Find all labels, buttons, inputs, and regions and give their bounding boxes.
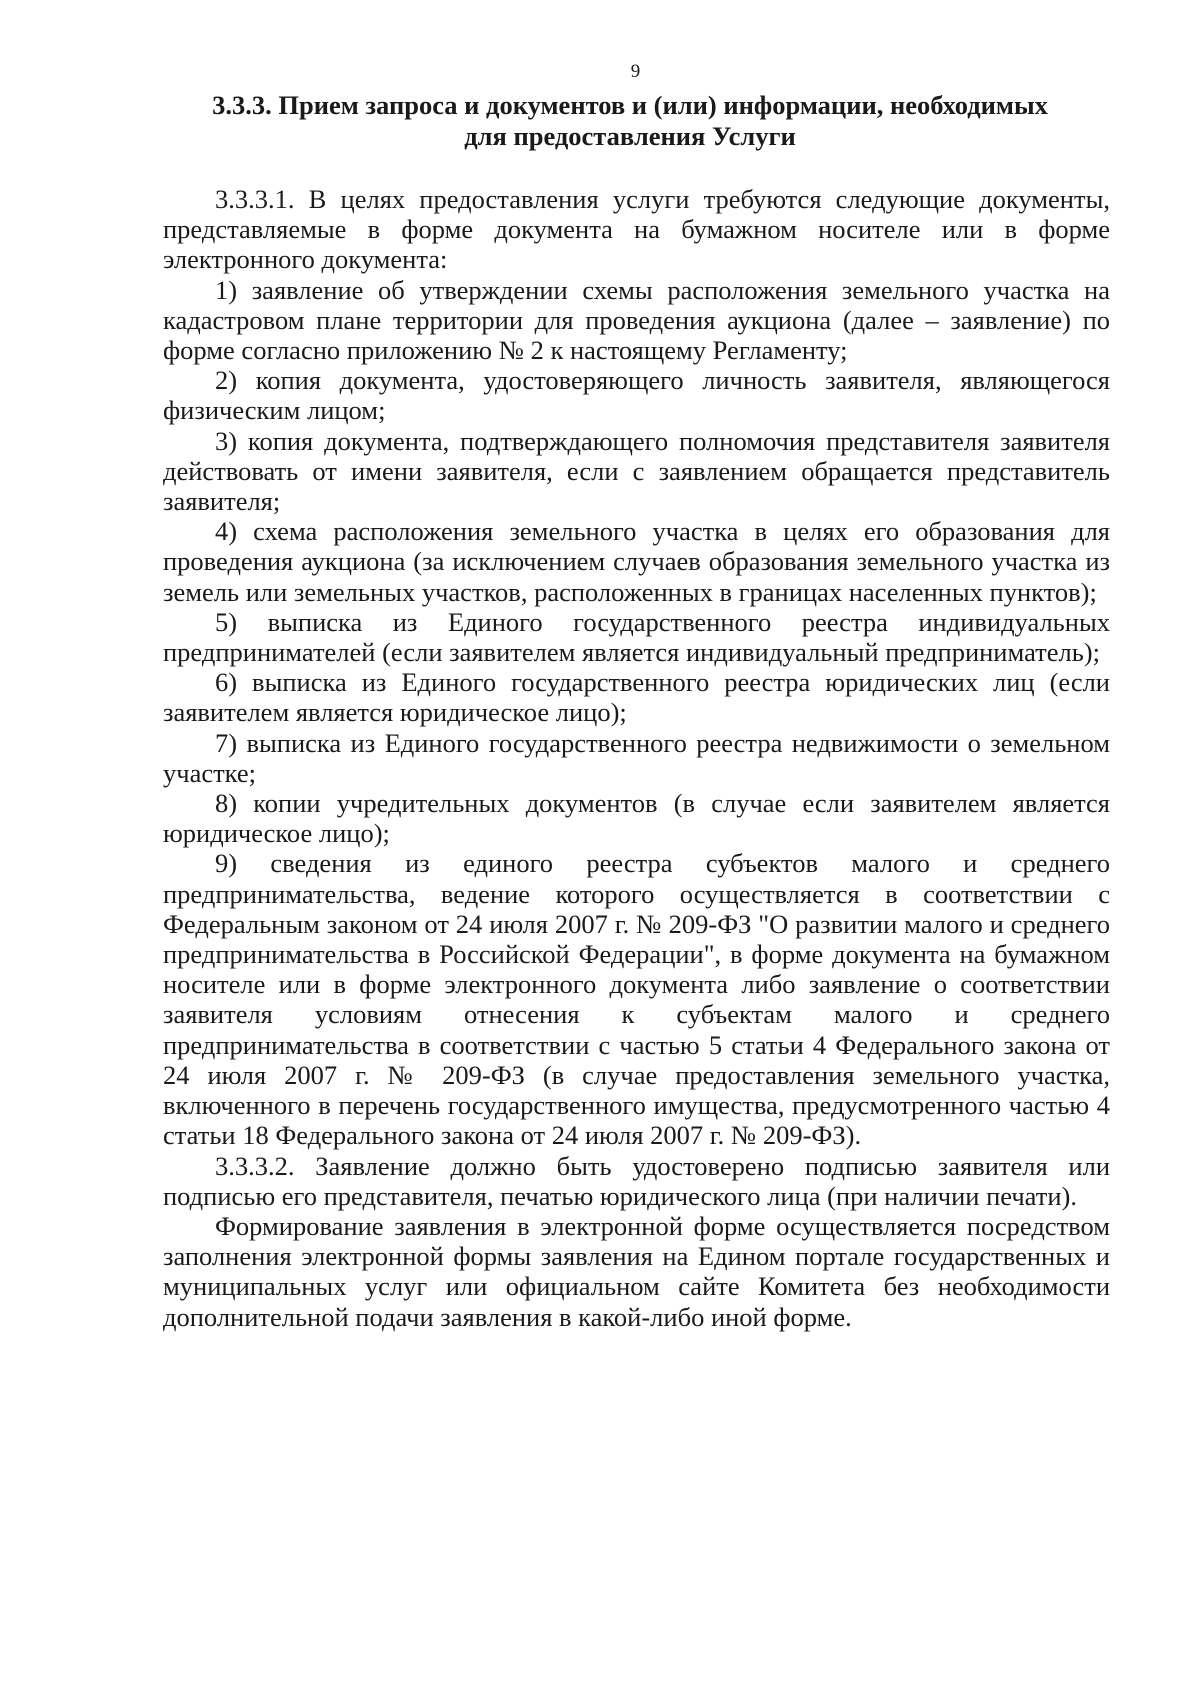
document-body bbox=[163, 184, 1110, 1332]
paragraph-electronic-form: Формирование заявления в электронной форме осуществляется посредством заполнения электронной формы заявления на Едином портале государственных и муниципальных услуг или официальном сайте Комитета без необходимости дополнительной подачи заявления в какой-либо иной форме. bbox=[163, 1210, 1110, 1332]
list-item-2: 2) копия документа, удостоверяющего личность заявителя, являющегося физическим лицом; bbox=[163, 365, 1110, 426]
list-item-4: 4) схема расположения земельного участка в целях его образования для проведения аукциона (за исключением случаев образования земельного участка из земель или земельных участков, расположенных в границах населенных пунктов); bbox=[163, 516, 1110, 607]
page-number: 9 bbox=[630, 61, 641, 82]
list-item-9: 9) сведения из единого реестра субъектов малого и среднего предпринимательства, ведение которого осуществляется в соответствии с Федеральным законом от 24 июля 2007 г. № 209-ФЗ "О развитии малого и среднего предпринимательства в Российской Федерации", в форме документа на бумажном носителе или в форме электронного документа либо заявление о соответствии заявителя условиям отнесения к субъектам малого и среднего предпринимательства в соответствии с частью 5 статьи 4 Федерального закона от 24 июля 2007 г. № 209-ФЗ (в случае предоставления земельного участка, включенного в перечень государственного имущества, предусмотренного частью 4 статьи 18 Федерального закона от 24 июля 2007 г. № 209-ФЗ). bbox=[163, 848, 1110, 1151]
list-item-5: 5) выписка из Единого государственного реестра индивидуальных предпринимателей (если заявителем является индивидуальный предприниматель); bbox=[163, 606, 1110, 668]
section-heading bbox=[160, 90, 1100, 152]
section-heading-line-2: для предоставления Услуги bbox=[464, 121, 796, 151]
list-item-3: 3) копия документа, подтверждающего полномочия представителя заявителя действовать от имени заявителя, если с заявлением обращается представитель заявителя; bbox=[163, 425, 1110, 517]
paragraph-3-3-3-2: 3.3.3.2. Заявление должно быть удостоверено подписью заявителя или подписью его представителя, печатью юридического лица (при наличии печати). bbox=[163, 1150, 1110, 1211]
list-item-7: 7) выписка из Единого государственного реестра недвижимости о земельном участке; bbox=[163, 727, 1110, 788]
list-item-6: 6) выписка из Единого государственного реестра юридических лиц (если заявителем является юридическое лицо); bbox=[163, 667, 1110, 728]
section-heading-line-1: 3.3.3. Прием запроса и документов и (или) информации, необходимых bbox=[212, 90, 1048, 120]
list-item-1: 1) заявление об утверждении схемы расположения земельного участка на кадастровом плане территории для проведения аукциона (далее – заявление) по форме согласно приложению № 2 к настоящему Регламенту; bbox=[163, 274, 1110, 366]
paragraph-3-3-3-1: 3.3.3.1. В целях предоставления услуги требуются следующие документы, представляемые в форме документа на бумажном носителе или в форме электронного документа: bbox=[163, 184, 1110, 275]
list-item-8: 8) копии учредительных документов (в случае если заявителем является юридическое лицо); bbox=[163, 788, 1110, 849]
